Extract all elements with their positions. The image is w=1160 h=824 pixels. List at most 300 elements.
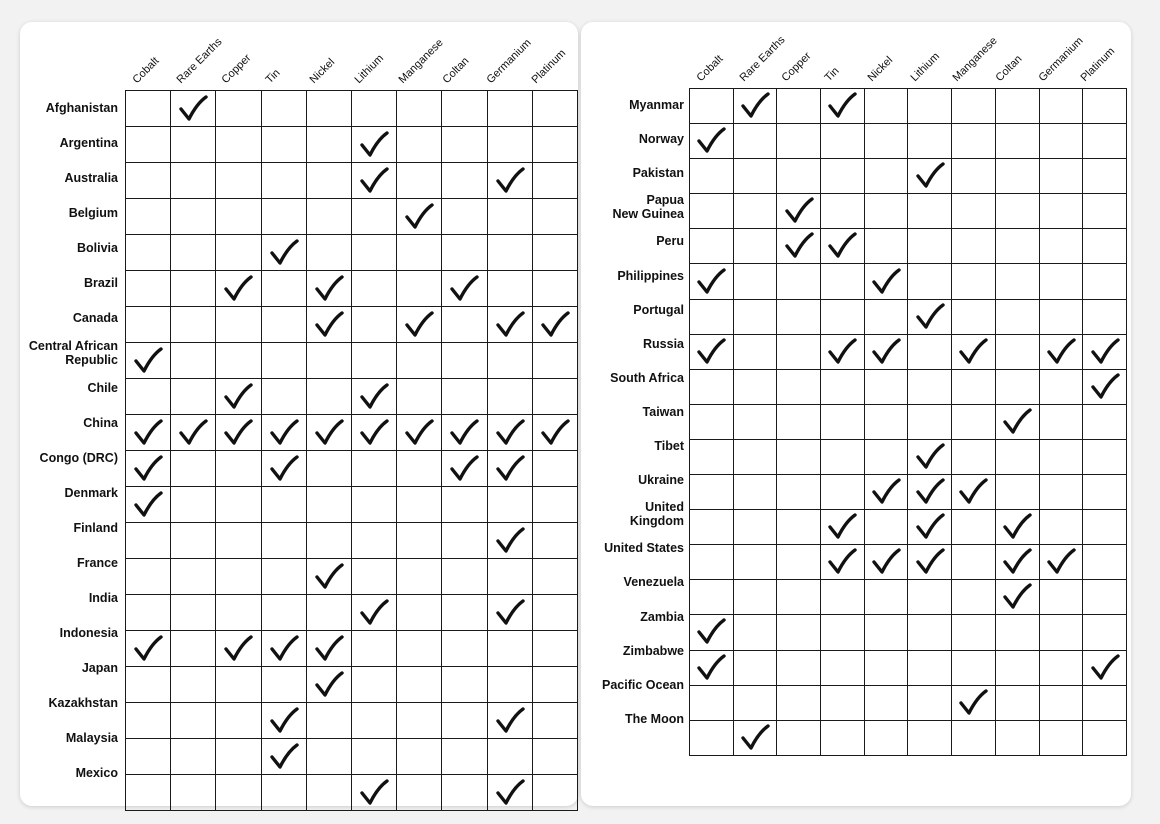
checkmark-icon <box>314 671 344 699</box>
grid-cell <box>126 667 171 703</box>
grid-cell <box>126 523 171 559</box>
grid-cell <box>995 545 1039 580</box>
grid-cell <box>397 163 442 199</box>
checkmark-icon <box>359 779 389 807</box>
grid-cell <box>351 199 396 235</box>
grid-cell <box>1039 404 1083 439</box>
grid-cell <box>1083 685 1127 720</box>
country-label: Afghanistan <box>45 100 118 115</box>
country-label: Denmark <box>64 485 118 500</box>
table-row <box>126 775 578 811</box>
checkmark-icon <box>1090 338 1120 366</box>
grid-cell <box>126 775 171 811</box>
checkmark-icon <box>540 419 570 447</box>
grid-cell <box>1039 369 1083 404</box>
grid-cell <box>442 667 487 703</box>
grid-cell <box>442 271 487 307</box>
grid-cell <box>777 124 821 159</box>
grid-cell <box>487 343 532 379</box>
grid-cell <box>995 299 1039 334</box>
grid-cell <box>908 685 952 720</box>
table-row <box>690 475 1127 510</box>
grid-cell <box>1039 475 1083 510</box>
checkmark-icon <box>1046 548 1076 576</box>
grid-cell <box>171 91 216 127</box>
grid-cell <box>532 91 577 127</box>
checkmark-icon <box>495 707 525 735</box>
grid-cell <box>306 739 351 775</box>
table-row <box>126 523 578 559</box>
table-row <box>690 404 1127 439</box>
grid-cell <box>733 89 777 124</box>
column-header-manganese: Manganese <box>950 34 1000 84</box>
grid-cell <box>171 487 216 523</box>
grid-cell <box>126 163 171 199</box>
grid-cell <box>733 404 777 439</box>
country-label: Zambia <box>640 609 684 624</box>
grid-cell <box>216 163 261 199</box>
checkmark-icon <box>740 92 770 120</box>
grid-cell <box>442 91 487 127</box>
grid-cell <box>952 194 996 229</box>
grid-cell <box>126 91 171 127</box>
grid-cell <box>216 307 261 343</box>
checkmark-icon <box>495 455 525 483</box>
grid-cell <box>908 615 952 650</box>
grid-cell <box>821 229 865 264</box>
grid-cell <box>126 307 171 343</box>
grid-cell <box>442 703 487 739</box>
grid-cell <box>171 559 216 595</box>
grid-cell <box>1039 545 1083 580</box>
grid-cell <box>777 650 821 685</box>
grid-cell <box>908 194 952 229</box>
grid-cell <box>777 685 821 720</box>
grid-cell <box>306 703 351 739</box>
grid-cell <box>995 194 1039 229</box>
grid-cell <box>690 194 734 229</box>
table-row <box>690 159 1127 194</box>
grid-cell <box>532 163 577 199</box>
grid-cell <box>442 127 487 163</box>
grid-cell <box>171 595 216 631</box>
grid-cell <box>777 159 821 194</box>
grid-cell <box>908 475 952 510</box>
grid-cell <box>821 404 865 439</box>
grid-cell <box>442 559 487 595</box>
grid-cell <box>1039 229 1083 264</box>
country-label: Finland <box>73 520 118 535</box>
grid-cell <box>864 510 908 545</box>
grid-cell <box>261 235 306 271</box>
grid-cell <box>397 127 442 163</box>
column-header-copper: Copper <box>779 50 814 84</box>
grid-cell <box>442 487 487 523</box>
checkmark-icon <box>269 743 299 771</box>
grid-cell <box>397 703 442 739</box>
table-row <box>126 271 578 307</box>
checkmark-icon <box>915 478 945 506</box>
grid-cell <box>952 615 996 650</box>
checkmark-icon <box>404 419 434 447</box>
table-row <box>690 229 1127 264</box>
checkmark-icon <box>495 779 525 807</box>
grid-cell <box>821 650 865 685</box>
grid-cell <box>442 595 487 631</box>
grid-cell <box>351 739 396 775</box>
grid-cell <box>171 127 216 163</box>
grid-cell <box>487 703 532 739</box>
column-header-coltan: Coltan <box>993 53 1025 84</box>
grid-cell <box>487 271 532 307</box>
country-label: Japan <box>81 660 118 675</box>
grid-cell <box>777 720 821 755</box>
grid-cell <box>821 439 865 474</box>
grid-cell <box>306 127 351 163</box>
checkmark-icon <box>495 599 525 627</box>
grid-cell <box>908 299 952 334</box>
table-row <box>690 615 1127 650</box>
grid-cell <box>690 404 734 439</box>
checkmark-icon <box>359 131 389 159</box>
checkmark-icon <box>540 311 570 339</box>
grid-cell <box>397 235 442 271</box>
grid-cell <box>690 229 734 264</box>
grid-cell <box>995 404 1039 439</box>
grid-cell <box>1083 720 1127 755</box>
table-row <box>126 451 578 487</box>
grid-cell <box>351 775 396 811</box>
country-label: Venezuela <box>623 575 684 590</box>
grid-cell <box>126 739 171 775</box>
grid-cell <box>777 475 821 510</box>
table-row <box>126 91 578 127</box>
grid-cell <box>351 667 396 703</box>
country-label: Peru <box>656 234 684 249</box>
grid-cell <box>487 163 532 199</box>
grid-cell <box>952 650 996 685</box>
table-row <box>126 559 578 595</box>
grid-cell <box>864 334 908 369</box>
grid-cell <box>952 369 996 404</box>
grid-cell <box>733 615 777 650</box>
grid-cell <box>442 235 487 271</box>
grid-cell <box>690 475 734 510</box>
grid-cell <box>171 703 216 739</box>
grid-cell <box>261 415 306 451</box>
checkmark-icon <box>1002 548 1032 576</box>
country-label: Portugal <box>633 302 684 317</box>
table-row <box>690 299 1127 334</box>
grid-cell <box>397 631 442 667</box>
checkmark-icon <box>915 303 945 331</box>
grid-cell <box>908 580 952 615</box>
grid-cell <box>261 595 306 631</box>
grid-cell <box>821 124 865 159</box>
checkmark-icon <box>915 548 945 576</box>
table-row <box>126 235 578 271</box>
checkmark-icon <box>696 268 726 296</box>
grid-cell <box>126 559 171 595</box>
grid-cell <box>487 595 532 631</box>
grid-cell <box>442 523 487 559</box>
table-row <box>126 667 578 703</box>
country-label: Pakistan <box>632 166 684 181</box>
grid-cell <box>952 159 996 194</box>
checkmark-icon <box>827 92 857 120</box>
grid-cell <box>487 559 532 595</box>
grid-cell <box>216 235 261 271</box>
grid-cell <box>908 510 952 545</box>
grid-cell <box>397 595 442 631</box>
table-row <box>690 510 1127 545</box>
grid-cell <box>442 307 487 343</box>
grid-cell <box>532 523 577 559</box>
table-row <box>690 580 1127 615</box>
grid-cell <box>532 595 577 631</box>
grid-cell <box>1039 650 1083 685</box>
grid-cell <box>216 739 261 775</box>
grid-cell <box>690 685 734 720</box>
grid-cell <box>487 307 532 343</box>
grid-cell <box>1083 439 1127 474</box>
checkmark-icon <box>314 275 344 303</box>
country-label: Australia <box>64 170 118 185</box>
grid-cell <box>690 369 734 404</box>
grid-cell <box>351 91 396 127</box>
grid-cell <box>995 264 1039 299</box>
grid-cell <box>908 720 952 755</box>
table-row <box>690 89 1127 124</box>
right-table-card <box>581 22 1131 806</box>
grid-cell <box>1083 510 1127 545</box>
grid-cell <box>952 475 996 510</box>
country-label: Indonesia <box>59 625 118 640</box>
grid-cell <box>171 379 216 415</box>
grid-cell <box>216 775 261 811</box>
grid-cell <box>1083 229 1127 264</box>
table-row <box>690 194 1127 229</box>
grid-cell <box>397 775 442 811</box>
country-label: Mexico <box>75 765 118 780</box>
grid-cell <box>261 379 306 415</box>
grid-cell <box>216 415 261 451</box>
grid-cell <box>126 415 171 451</box>
grid-cell <box>864 545 908 580</box>
grid-cell <box>777 439 821 474</box>
grid-cell <box>908 650 952 685</box>
grid-cell <box>261 631 306 667</box>
grid-cell <box>690 299 734 334</box>
grid-cell <box>351 703 396 739</box>
grid-cell <box>171 235 216 271</box>
grid-cell <box>532 775 577 811</box>
grid-cell <box>442 199 487 235</box>
grid-cell <box>690 159 734 194</box>
grid-cell <box>487 127 532 163</box>
column-header-germanium: Germanium <box>1036 34 1086 84</box>
country-label: Bolivia <box>77 240 118 255</box>
grid-cell <box>733 194 777 229</box>
checkmark-icon <box>827 513 857 541</box>
grid-cell <box>351 271 396 307</box>
grid-cell <box>777 545 821 580</box>
grid-cell <box>306 199 351 235</box>
grid-cell <box>864 439 908 474</box>
grid-cell <box>171 523 216 559</box>
grid-cell <box>171 199 216 235</box>
country-label: South Africa <box>610 370 684 385</box>
table-row <box>126 127 578 163</box>
checkmark-icon <box>404 203 434 231</box>
checkmark-icon <box>958 689 988 717</box>
grid-cell <box>171 307 216 343</box>
grid-cell <box>995 229 1039 264</box>
grid-cell <box>995 124 1039 159</box>
column-header-rare-earths: Rare Earths <box>174 36 225 86</box>
grid-cell <box>261 271 306 307</box>
grid-cell <box>952 264 996 299</box>
checkmark-icon <box>178 95 208 123</box>
grid-cell <box>952 720 996 755</box>
grid-cell <box>777 580 821 615</box>
grid-cell <box>306 559 351 595</box>
table-row <box>126 595 578 631</box>
grid-cell <box>690 264 734 299</box>
grid-cell <box>777 369 821 404</box>
grid-cell <box>306 775 351 811</box>
checkmark-icon <box>871 338 901 366</box>
grid-cell <box>733 475 777 510</box>
grid-cell <box>733 334 777 369</box>
grid-cell <box>397 271 442 307</box>
grid-cell <box>821 89 865 124</box>
grid-cell <box>690 124 734 159</box>
grid-cell <box>442 343 487 379</box>
grid-cell <box>995 650 1039 685</box>
grid-cell <box>777 510 821 545</box>
table-row <box>690 124 1127 159</box>
grid-cell <box>532 199 577 235</box>
grid-cell <box>821 510 865 545</box>
grid-cell <box>777 194 821 229</box>
country-label: Ukraine <box>638 473 684 488</box>
checkmark-icon <box>495 167 525 195</box>
checkmark-icon <box>495 527 525 555</box>
grid-cell <box>216 271 261 307</box>
grid-cell <box>487 523 532 559</box>
checkmark-icon <box>1090 654 1120 682</box>
grid-cell <box>351 631 396 667</box>
grid-cell <box>821 159 865 194</box>
country-label: France <box>77 555 118 570</box>
grid-cell <box>487 631 532 667</box>
checkmark-icon <box>958 338 988 366</box>
grid-cell <box>690 510 734 545</box>
country-label: Chile <box>87 380 118 395</box>
grid-cell <box>397 343 442 379</box>
grid-cell <box>864 264 908 299</box>
country-label: Zimbabwe <box>622 643 684 658</box>
grid-cell <box>1039 194 1083 229</box>
grid-cell <box>532 271 577 307</box>
grid-cell <box>487 667 532 703</box>
grid-cell <box>306 307 351 343</box>
grid-cell <box>864 89 908 124</box>
country-label: Philippines <box>617 268 684 283</box>
checkmark-icon <box>696 338 726 366</box>
grid-cell <box>261 307 306 343</box>
mineral-grid <box>689 88 1127 756</box>
grid-cell <box>487 451 532 487</box>
grid-cell <box>821 720 865 755</box>
column-header-tin: Tin <box>822 64 842 84</box>
grid-cell <box>864 720 908 755</box>
grid-cell <box>306 271 351 307</box>
grid-cell <box>216 451 261 487</box>
grid-cell <box>908 369 952 404</box>
country-label: United Kingdom <box>629 500 684 529</box>
country-label: Argentina <box>59 135 118 150</box>
grid-cell <box>777 404 821 439</box>
checkmark-icon <box>1090 373 1120 401</box>
grid-cell <box>126 343 171 379</box>
grid-cell <box>821 545 865 580</box>
column-header-germanium: Germanium <box>484 36 535 86</box>
grid-cell <box>487 415 532 451</box>
checkmark-icon <box>871 478 901 506</box>
grid-cell <box>261 739 306 775</box>
country-label: Kazakhstan <box>48 695 118 710</box>
grid-cell <box>442 163 487 199</box>
grid-cell <box>351 523 396 559</box>
grid-cell <box>821 369 865 404</box>
grid-cell <box>171 271 216 307</box>
grid-cell <box>908 89 952 124</box>
country-label: Central African Republic <box>28 338 118 367</box>
checkmark-icon <box>359 419 389 447</box>
checkmark-icon <box>314 311 344 339</box>
grid-cell <box>487 739 532 775</box>
checkmark-icon <box>404 311 434 339</box>
grid-cell <box>995 720 1039 755</box>
column-header-lithium: Lithium <box>908 50 942 84</box>
grid-cell <box>733 545 777 580</box>
grid-cell <box>733 229 777 264</box>
grid-cell <box>306 379 351 415</box>
checkmark-icon <box>133 635 163 663</box>
grid-cell <box>171 415 216 451</box>
checkmark-icon <box>958 478 988 506</box>
grid-cell <box>733 264 777 299</box>
grid-cell <box>261 775 306 811</box>
checkmark-icon <box>784 232 814 260</box>
country-label: Canada <box>72 310 118 325</box>
grid-cell <box>952 545 996 580</box>
grid-cell <box>733 159 777 194</box>
grid-cell <box>126 631 171 667</box>
grid-cell <box>351 559 396 595</box>
grid-cell <box>864 194 908 229</box>
grid-cell <box>216 559 261 595</box>
grid-cell <box>690 439 734 474</box>
grid-cell <box>995 615 1039 650</box>
grid-cell <box>216 487 261 523</box>
grid-cell <box>1083 264 1127 299</box>
checkmark-icon <box>696 654 726 682</box>
grid-cell <box>995 510 1039 545</box>
grid-cell <box>261 487 306 523</box>
